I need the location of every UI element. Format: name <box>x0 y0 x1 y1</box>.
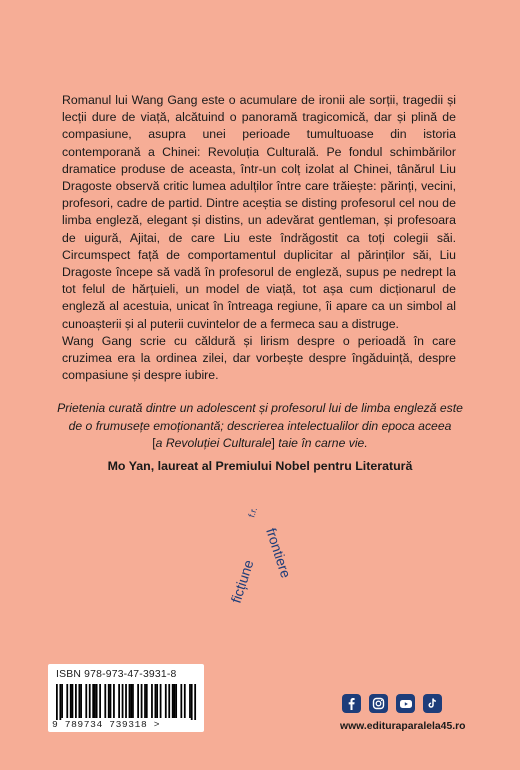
back-cover-blurb <box>62 92 456 384</box>
barcode-bar <box>61 684 63 718</box>
barcode-bar <box>184 684 186 718</box>
facebook-icon[interactable] <box>342 694 361 713</box>
logo-connector: f.r. <box>246 506 259 519</box>
quote-text-before: Prietenia curată dintre un adolescent și profesorul lui de limba engleză este de o frumusețe emoționantă; descrierea intelectualilor din epoca aceea <box>57 401 463 433</box>
quote-attribution: Mo Yan, laureat al Premiului Nobel pentru Literatură <box>107 458 413 473</box>
barcode-bar <box>99 684 101 718</box>
barcode-bar <box>80 684 82 718</box>
barcode-bar <box>180 684 182 718</box>
barcode-bar <box>174 684 176 718</box>
barcode-bar <box>78 684 80 718</box>
barcode-bar <box>125 684 127 718</box>
barcode-bar <box>122 684 124 718</box>
review-quote <box>56 400 464 473</box>
barcode-bar <box>155 684 157 718</box>
barcode-bar <box>141 684 143 718</box>
barcode-bar <box>70 684 72 718</box>
quote-bracket-open: [ <box>152 436 156 451</box>
barcode-bar <box>130 684 132 718</box>
barcode-bar <box>110 684 112 718</box>
barcode-bar <box>156 684 158 718</box>
barcode-bar <box>165 684 167 718</box>
barcode-bar <box>94 684 96 718</box>
barcode-bar <box>160 684 162 718</box>
barcode-bar <box>108 684 110 718</box>
quote-bracket-text: a Revoluției Culturale <box>155 436 272 451</box>
barcode-bar <box>85 684 87 718</box>
barcode-bar <box>168 684 170 718</box>
barcode-bar <box>189 684 191 718</box>
blurb-paragraph-1: Romanul lui Wang Gang este o acumulare de ironii ale sorții, tragedii și lecții dure de viață, alcătuind o panoramă tragicomică, dar și plină de compasiune, asupra unei perioade tumultuoase din istoria contemporană a Chinei: Revoluția Culturală. Pe fondul schimbărilor dramatice produse de aceasta, într-un colț izolat al Chinei, tânărul Liu Dragoste observă critic lumea adulților între care trăiește: părinți, vecini, profesori, cadre de partid. Dintre aceștia se disting profesorul cel nou de limba engleză, elegant și distins, un adevărat gentleman, și profesoara de uigură, Ajitai, de care Liu este îndrăgostit ca toți colegii săi. Circumspect față de comportamentul duplicitar al părinților săi, Liu Dragoste începe să vadă în profesorul de engleză, supus pe nedrept la tot felul de hărțuieli, un model de viață, tot așa cum dicționarul de engleză al acestuia, unicat în întreaga regiune, îi apare ca un simbol al cunoașterii și al puterii cuvintelor de a fermeca sau a distruge. <box>62 93 456 331</box>
isbn-text: ISBN 978-973-47-3931-8 <box>56 669 177 680</box>
barcode-bar <box>175 684 177 718</box>
barcode-bars <box>56 684 196 720</box>
tiktok-icon[interactable] <box>423 694 442 713</box>
barcode-bar <box>132 684 134 718</box>
barcode-bar <box>118 684 120 718</box>
barcode-box <box>48 664 204 732</box>
barcode-bar <box>104 684 106 718</box>
instagram-icon[interactable] <box>369 694 388 713</box>
quote-bracket-close: ] <box>271 436 275 451</box>
barcode-bar <box>137 684 139 718</box>
logo-word-fictiune: ficțiune <box>227 557 257 605</box>
series-logo <box>227 500 295 610</box>
barcode-bar <box>56 684 58 720</box>
barcode-bar <box>75 684 77 718</box>
barcode-bar <box>72 684 74 718</box>
barcode-bar <box>146 684 148 718</box>
barcode-bar <box>89 684 91 718</box>
barcode-bar <box>96 684 98 718</box>
quote-text-after: taie în carne vie. <box>274 436 368 451</box>
barcode-bar <box>66 684 68 718</box>
blurb-paragraph-2: Wang Gang scrie cu căldură și lirism despre o perioadă în care cruzimea era la ordinea zilei, dar vorbește despre îngăduință, despre compasiune și despre iubire. <box>62 333 456 383</box>
barcode-bar <box>191 684 193 720</box>
website-link[interactable]: www.edituraparalela45.ro <box>340 721 466 732</box>
barcode-digits: 9 789734 739318 > <box>52 719 161 730</box>
barcode-bar <box>129 684 131 718</box>
barcode-bar <box>92 684 94 718</box>
logo-word-frontiere: frontiere <box>263 525 295 580</box>
barcode-bar <box>194 684 196 720</box>
barcode-bar <box>151 684 153 718</box>
barcode-bar <box>144 684 146 718</box>
social-icons <box>342 694 442 713</box>
barcode-bar <box>59 684 61 720</box>
youtube-icon[interactable] <box>396 694 415 713</box>
barcode-bar <box>113 684 115 718</box>
quote-text <box>56 400 464 453</box>
barcode-bar <box>172 684 174 718</box>
